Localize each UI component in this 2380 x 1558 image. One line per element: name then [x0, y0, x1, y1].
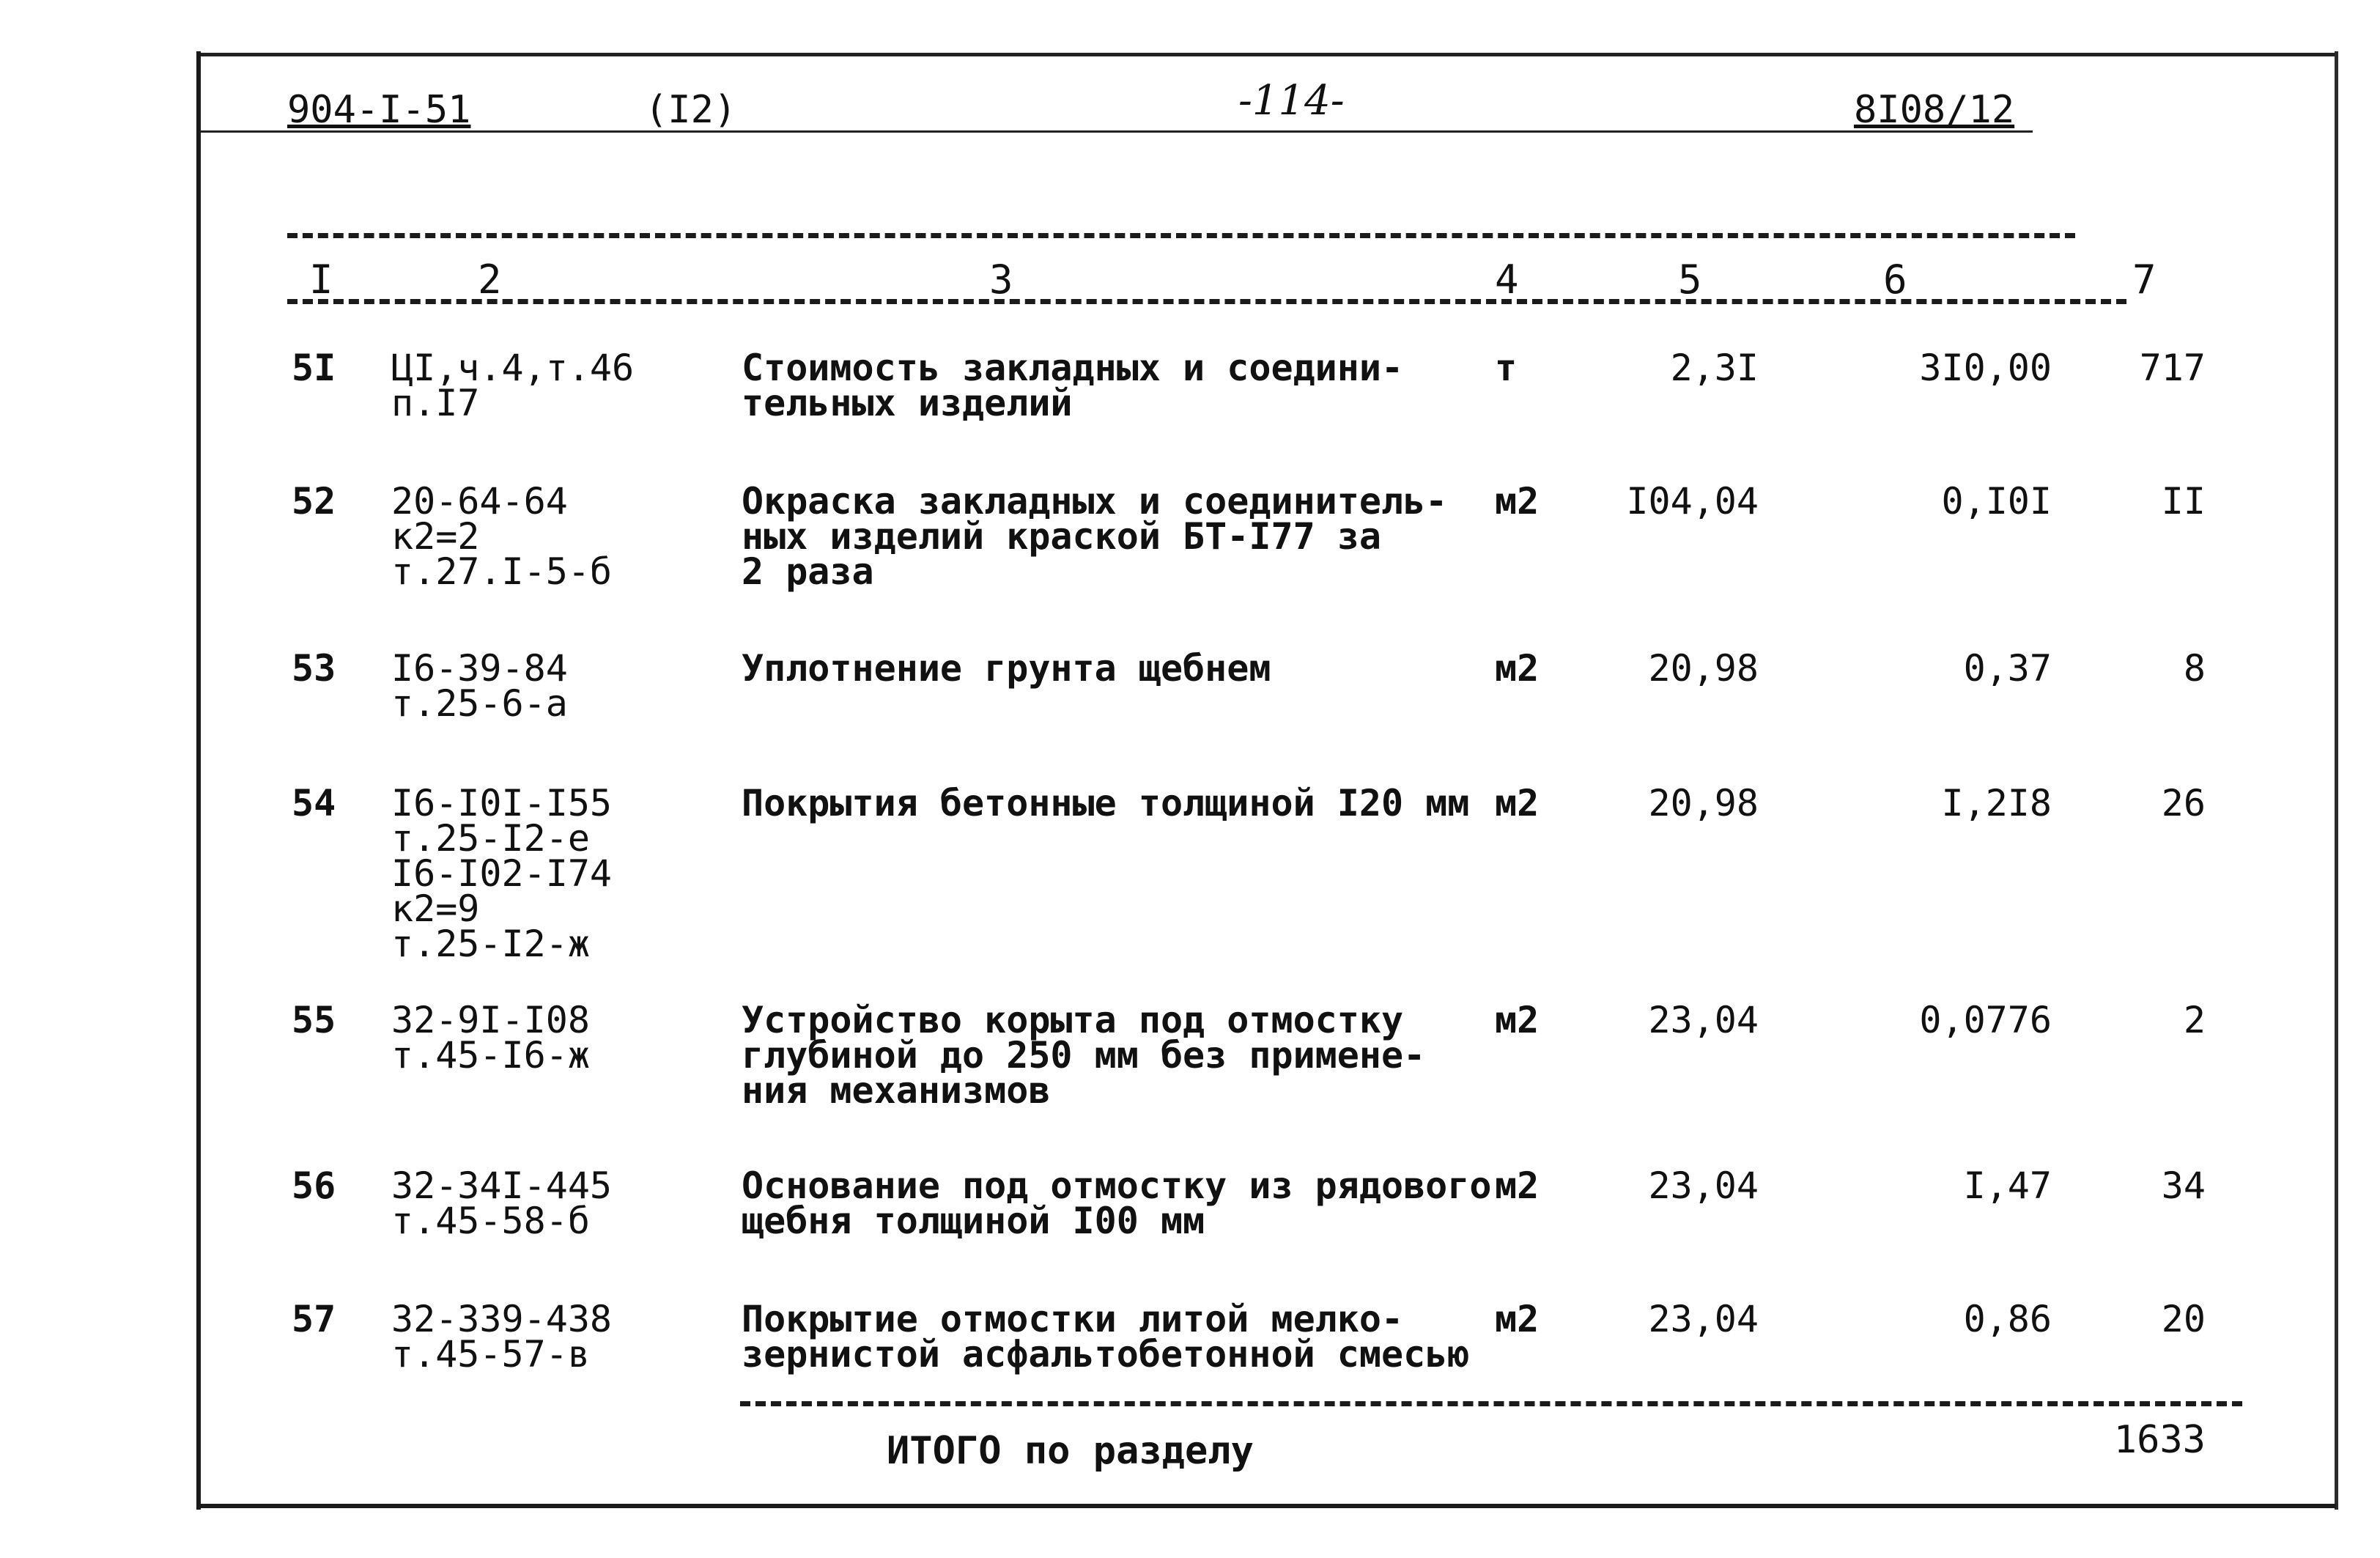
table-top-dashed-rule: [287, 233, 2075, 238]
row-7-desc: Покрытие отмостки литой мелко- зернистой асфальтобетонной смесью: [742, 1298, 1470, 1376]
row-7-ref: 32-339-438 т.45-57-в: [391, 1298, 613, 1376]
row-1-num: 5I: [292, 347, 336, 389]
row-5-unit: м2: [1495, 999, 1540, 1041]
row-5-total: 2: [2183, 999, 2206, 1041]
row-5-num: 55: [292, 999, 336, 1041]
row-6-ref: 32-34I-445 т.45-58-б: [391, 1164, 613, 1242]
row-2-ref: 20-64-64 к2=2 т.27.I-5-б: [391, 480, 613, 593]
row-7-num: 57: [292, 1298, 336, 1340]
row-6-price: I,47: [1963, 1164, 2052, 1207]
row-4-total: 26: [2161, 782, 2206, 824]
frame-right-border: [2335, 51, 2338, 1510]
row-1-price: 3I0,00: [1919, 347, 2052, 389]
total-label: ИТОГО по разделу: [887, 1429, 1254, 1473]
column-header-2: 2: [478, 256, 502, 303]
total-dashed-rule: [740, 1401, 2242, 1406]
total-value: 1633: [2113, 1418, 2206, 1462]
row-4-num: 54: [292, 782, 336, 824]
row-2-num: 52: [292, 480, 336, 523]
row-4-price: I,2I8: [1941, 782, 2052, 824]
column-header-5: 5: [1678, 256, 1702, 303]
row-6-unit: м2: [1495, 1164, 1540, 1207]
header-code: 8I08/12: [1854, 88, 2015, 132]
row-2-unit: м2: [1495, 480, 1540, 523]
row-1-qty: 2,3I: [1670, 347, 1759, 389]
row-6-qty: 23,04: [1648, 1164, 1759, 1207]
row-3-total: 8: [2183, 647, 2206, 690]
row-2-price: 0,I0I: [1941, 480, 2052, 523]
row-3-price: 0,37: [1963, 647, 2052, 690]
row-3-ref: I6-39-84 т.25-6-а: [391, 647, 568, 725]
row-2-total: II: [2161, 480, 2206, 523]
row-5-qty: 23,04: [1648, 999, 1759, 1041]
row-4-desc: Покрытия бетонные толщиной I20 мм: [742, 782, 1470, 824]
row-3-num: 53: [292, 647, 336, 690]
header-page-number: -114-: [1238, 77, 1345, 125]
column-header-7: 7: [2132, 256, 2157, 303]
row-3-unit: м2: [1495, 647, 1540, 690]
row-3-desc: Уплотнение грунта щебнем: [742, 647, 1271, 690]
row-2-qty: I04,04: [1626, 480, 1759, 523]
row-4-ref: I6-I0I-I55 т.25-I2-е I6-I02-I74 к2=9 т.25-I2-ж: [391, 782, 613, 965]
frame-left-border: [196, 51, 201, 1510]
row-5-ref: 32-9I-I08 т.45-I6-ж: [391, 999, 590, 1077]
row-1-ref: ЦI,ч.4,т.46 п.I7: [391, 347, 635, 424]
header-part: (I2): [645, 88, 737, 132]
header-rule: [201, 130, 2033, 133]
column-header-4: 4: [1495, 256, 1519, 303]
row-1-desc: Стоимость закладных и соедини- тельных изделий: [742, 347, 1404, 424]
row-6-total: 34: [2161, 1164, 2206, 1207]
column-header-1: I: [309, 256, 333, 303]
row-6-desc: Основание под отмостку из рядового щебня толщиной I00 мм: [742, 1164, 1492, 1242]
row-6-num: 56: [292, 1164, 336, 1207]
row-7-total: 20: [2161, 1298, 2206, 1340]
row-5-desc: Устройство корыта под отмостку глубиной до 250 мм без примене- ния механизмов: [742, 999, 1426, 1112]
row-3-qty: 20,98: [1648, 647, 1759, 690]
header-doc-number: 904-I-51: [287, 88, 471, 132]
frame-top-border: [196, 53, 2336, 56]
row-4-unit: м2: [1495, 782, 1540, 824]
row-7-unit: м2: [1495, 1298, 1540, 1340]
row-7-price: 0,86: [1963, 1298, 2052, 1340]
row-1-total: 717: [2139, 347, 2206, 389]
row-2-desc: Окраска закладных и соединитель- ных изделий краской БТ-I77 за 2 раза: [742, 480, 1448, 593]
row-7-qty: 23,04: [1648, 1298, 1759, 1340]
row-1-unit: т: [1495, 347, 1518, 389]
column-header-6: 6: [1883, 256, 1907, 303]
column-header-3: 3: [989, 256, 1013, 303]
column-header-dashed-rule: [287, 299, 2126, 304]
frame-bottom-border: [196, 1504, 2336, 1508]
row-4-qty: 20,98: [1648, 782, 1759, 824]
row-5-price: 0,0776: [1919, 999, 2052, 1041]
